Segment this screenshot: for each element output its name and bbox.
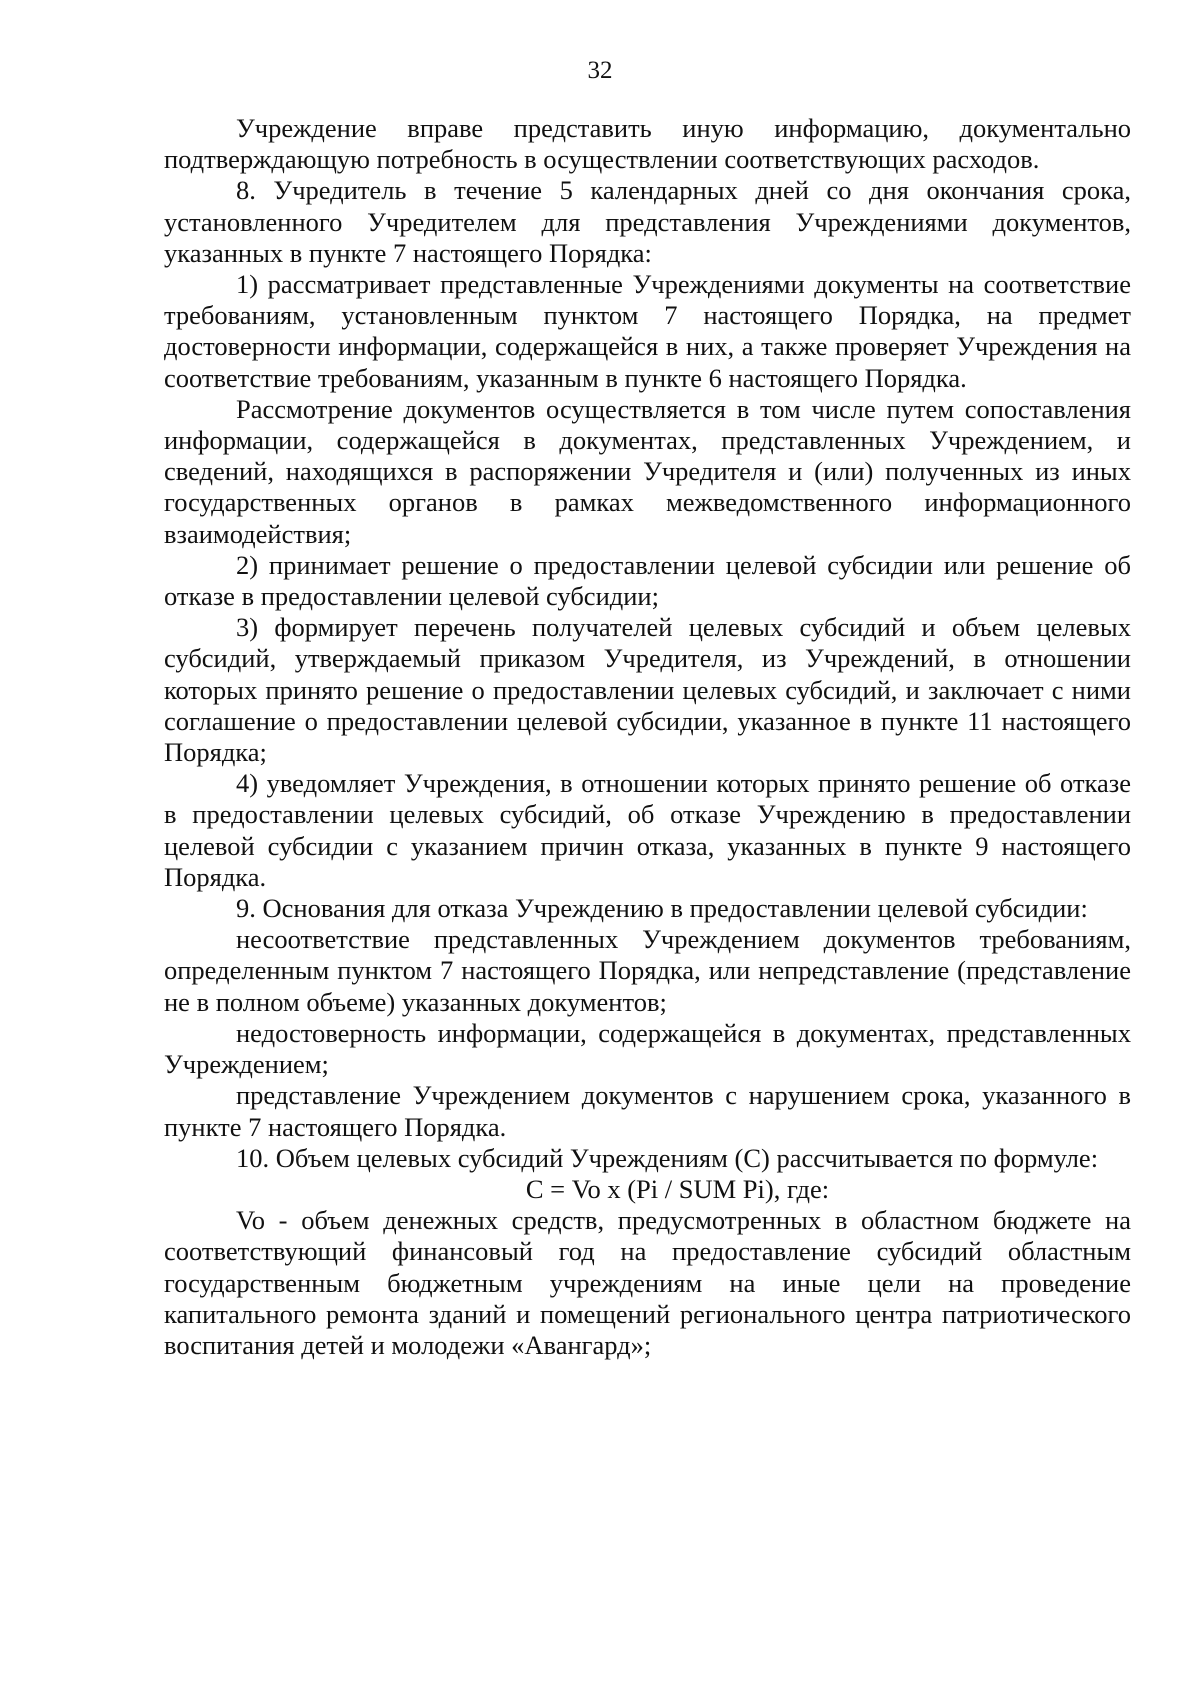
paragraph: Рассмотрение документов осуществляется в том числе путем сопоставления информации, содержащейся в документах, представленных Учреждением, и сведений, находящихся в распоряжении Учредителя и (или) полученных из иных государственных органов в рамках межведомственного информационного взаимодействия; xyxy=(164,393,1131,549)
paragraph: 8. Учредитель в течение 5 календарных дней со дня окончания срока, установленного Учредителем для представления Учреждениями документов, указанных в пункте 7 настоящего Порядка: xyxy=(164,175,1131,268)
definition: Vo - объем денежных средств, предусмотренных в областном бюджете на соответствующий финансовый год на предоставление субсидий областным государственным бюджетным учреждениям на иные цели на проведение капитального ремонта зданий и помещений регионального центра патриотического воспитания детей и молодежи «Авангард»; xyxy=(164,1205,1131,1360)
paragraph: представление Учреждением документов с нарушением срока, указанного в пункте 7 настоящего Порядка. xyxy=(164,1080,1131,1142)
formula: С = Vo x (Pi / SUM Pi), где: xyxy=(525,1173,830,1204)
page-number: 32 xyxy=(587,57,613,84)
paragraph: 2) принимает решение о предоставлении целевой субсидии или решение об отказе в предоставлении целевой субсидии; xyxy=(164,549,1131,612)
paragraph: недостоверность информации, содержащейся в документах, представленных Учреждением; xyxy=(164,1017,1131,1080)
paragraph: несоответствие представленных Учреждением документов требованиям, определенным пунктом 7 настоящего Порядка, или непредставление (представление не в полном объеме) указанных документов; xyxy=(164,924,1131,1017)
paragraph: 1) рассматривает представленные Учреждениями документы на соответствие требованиям, установленным пунктом 7 настоящего Порядка, на предмет достоверности информации, содержащейся в них, а также проверяет Учреждения на соответствие требованиям, указанным в пункте 6 настоящего Порядка. xyxy=(164,269,1131,393)
paragraph: 10. Объем целевых субсидий Учреждениям (С) рассчитывается по формуле: xyxy=(236,1142,1099,1173)
paragraph: 9. Основания для отказа Учреждению в предоставлении целевой субсидии: xyxy=(236,893,1088,924)
paragraph: 4) уведомляет Учреждения, в отношении которых принято решение об отказе в предоставлении целевых субсидий, об отказе Учреждению в предоставлении целевой субсидии с указанием причин отказа, указанных в пункте 9 настоящего Порядка. xyxy=(164,768,1131,892)
paragraph: Учреждение вправе представить иную информацию, документально подтверждающую потребность в осуществлении соответствующих расходов. xyxy=(164,113,1131,175)
document-body xyxy=(164,113,1131,1361)
paragraph: 3) формирует перечень получателей целевых субсидий и объем целевых субсидий, утверждаемый приказом Учредителя, из Учреждений, в отношении которых принято решение о предоставлении целевых субсидий, и заключает с ними соглашение о предоставлении целевой субсидии, указанное в пункте 11 настоящего Порядка; xyxy=(164,612,1131,768)
